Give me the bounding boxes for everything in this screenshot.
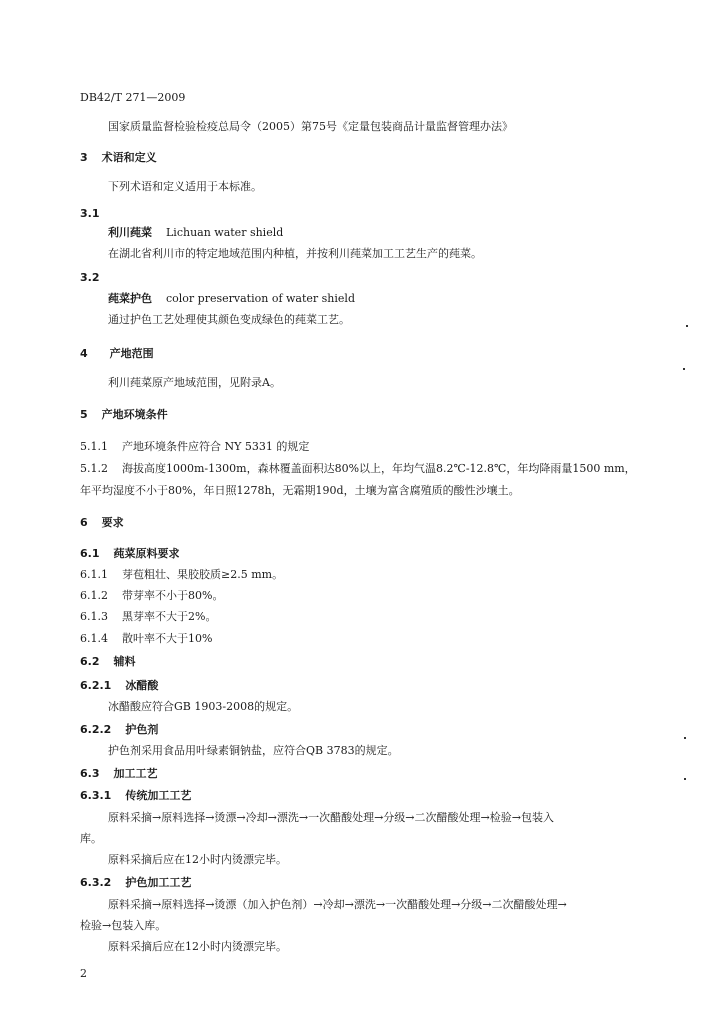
section-4-heading — [80, 347, 154, 361]
term-english: color preservation of water shield — [166, 292, 355, 305]
section-title: 产地范围 — [109, 347, 154, 360]
clause-6-2-2-text: 护色剂采用食品用叶绿素铜钠盐，应符合QB 3783的规定。 — [108, 744, 399, 757]
item-text: 海拔高度1000m-1300m，森林覆盖面积达80%以上，年均气温8.2℃-12.8℃，年均降雨量1500 mm， — [122, 462, 636, 475]
scan-speck — [683, 368, 685, 370]
section-title: 产地环境条件 — [101, 408, 168, 421]
item-number: 6.1.3 — [80, 610, 108, 623]
item-5-1-2-continuation: 年平均湿度不小于80%，年日照1278h，无霜期190d，土壤为富含腐殖质的酸性沙壤土。 — [80, 484, 520, 497]
term-3-2-definition: 通过护色工艺处理使其颜色变成绿色的莼菜工艺。 — [108, 313, 350, 326]
clause-6-3-1-heading — [80, 789, 191, 803]
item-6-1-2 — [80, 589, 223, 603]
clause-title: 护色剂 — [125, 723, 159, 736]
clause-6-3-2-process: 原料采摘→原料选择→烫漂（加入护色剂）→冷却→漂洗→一次醋酸处理→分级→二次醋酸处理→ — [108, 898, 567, 911]
clause-6-2-1-heading — [80, 679, 158, 693]
item-text: 散叶率不大于10% — [122, 632, 213, 645]
section-title: 术语和定义 — [101, 151, 157, 164]
section-6-heading — [80, 516, 124, 530]
clause-title: 冰醋酸 — [125, 679, 159, 692]
clause-6-3-1-process-continuation: 库。 — [80, 832, 102, 845]
item-5-1-2 — [80, 462, 636, 476]
section-number: 4 — [80, 347, 88, 360]
section-3-intro: 下列术语和定义适用于本标准。 — [108, 180, 262, 193]
term-name: 利川莼菜 — [108, 226, 152, 239]
section-5-heading — [80, 408, 168, 422]
doc-header-id: DB42/T 271—2009 — [80, 91, 186, 104]
clause-6-1-heading — [80, 547, 180, 561]
section-number: 6 — [80, 516, 88, 529]
page-number: 2 — [80, 967, 87, 980]
clause-3-2-number: 3.2 — [80, 271, 100, 284]
item-6-1-4 — [80, 632, 212, 646]
item-text: 芽苞粗壮、果胶胶质≥2.5 mm。 — [122, 568, 284, 581]
clause-title: 加工工艺 — [113, 767, 158, 780]
clause-number: 6.3 — [80, 767, 100, 780]
clause-number: 6.3.2 — [80, 876, 112, 889]
reference-line: 国家质量监督检验检疫总局令（2005）第75号《定量包装商品计量监督管理办法》 — [108, 120, 513, 133]
section-4-text: 利川莼菜原产地域范围，见附录A。 — [108, 376, 281, 389]
section-title: 要求 — [101, 516, 124, 529]
section-number: 5 — [80, 408, 88, 421]
item-text: 带芽率不小于80%。 — [122, 589, 224, 602]
item-text: 黑芽率不大于2%。 — [122, 610, 217, 623]
clause-3-1-number: 3.1 — [80, 207, 100, 220]
section-3-heading — [80, 151, 157, 165]
scan-speck — [686, 325, 688, 327]
clause-number: 6.2 — [80, 655, 100, 668]
item-number: 6.1.1 — [80, 568, 108, 581]
clause-6-3-2-heading — [80, 876, 191, 890]
clause-number: 6.2.1 — [80, 679, 112, 692]
clause-title: 传统加工工艺 — [125, 789, 192, 802]
clause-6-3-2-note: 原料采摘后应在12小时内烫漂完毕。 — [108, 940, 287, 953]
scan-speck — [684, 737, 686, 739]
term-3-1 — [108, 226, 283, 240]
term-name: 莼菜护色 — [108, 292, 152, 305]
item-number: 6.1.2 — [80, 589, 108, 602]
term-english: Lichuan water shield — [166, 226, 284, 239]
item-5-1-1 — [80, 440, 309, 454]
term-3-2 — [108, 292, 355, 306]
clause-title: 护色加工工艺 — [125, 876, 192, 889]
item-6-1-1 — [80, 568, 283, 582]
clause-title: 莼菜原料要求 — [113, 547, 180, 560]
clause-6-3-2-process-continuation: 检验→包装入库。 — [80, 919, 167, 932]
clause-title: 辅料 — [113, 655, 136, 668]
clause-6-2-2-heading — [80, 723, 158, 737]
item-number: 5.1.2 — [80, 462, 108, 475]
clause-number: 6.2.2 — [80, 723, 112, 736]
clause-6-2-1-text: 冰醋酸应符合GB 1903-2008的规定。 — [108, 700, 299, 713]
clause-6-3-1-process: 原料采摘→原料选择→烫漂→冷却→漂洗→一次醋酸处理→分级→二次醋酸处理→检验→包装入 — [108, 811, 554, 824]
clause-number: 6.3.1 — [80, 789, 112, 802]
clause-number: 6.1 — [80, 547, 100, 560]
term-3-1-definition: 在湖北省利川市的特定地域范围内种植，并按利川莼菜加工工艺生产的莼菜。 — [108, 247, 482, 260]
scan-speck — [684, 778, 686, 780]
item-6-1-3 — [80, 610, 216, 624]
section-number: 3 — [80, 151, 88, 164]
item-number: 5.1.1 — [80, 440, 108, 453]
item-text: 产地环境条件应符合 NY 5331 的规定 — [122, 440, 310, 453]
item-number: 6.1.4 — [80, 632, 108, 645]
clause-6-3-heading — [80, 767, 158, 781]
clause-6-2-heading — [80, 655, 136, 669]
clause-6-3-1-note: 原料采摘后应在12小时内烫漂完毕。 — [108, 853, 287, 866]
